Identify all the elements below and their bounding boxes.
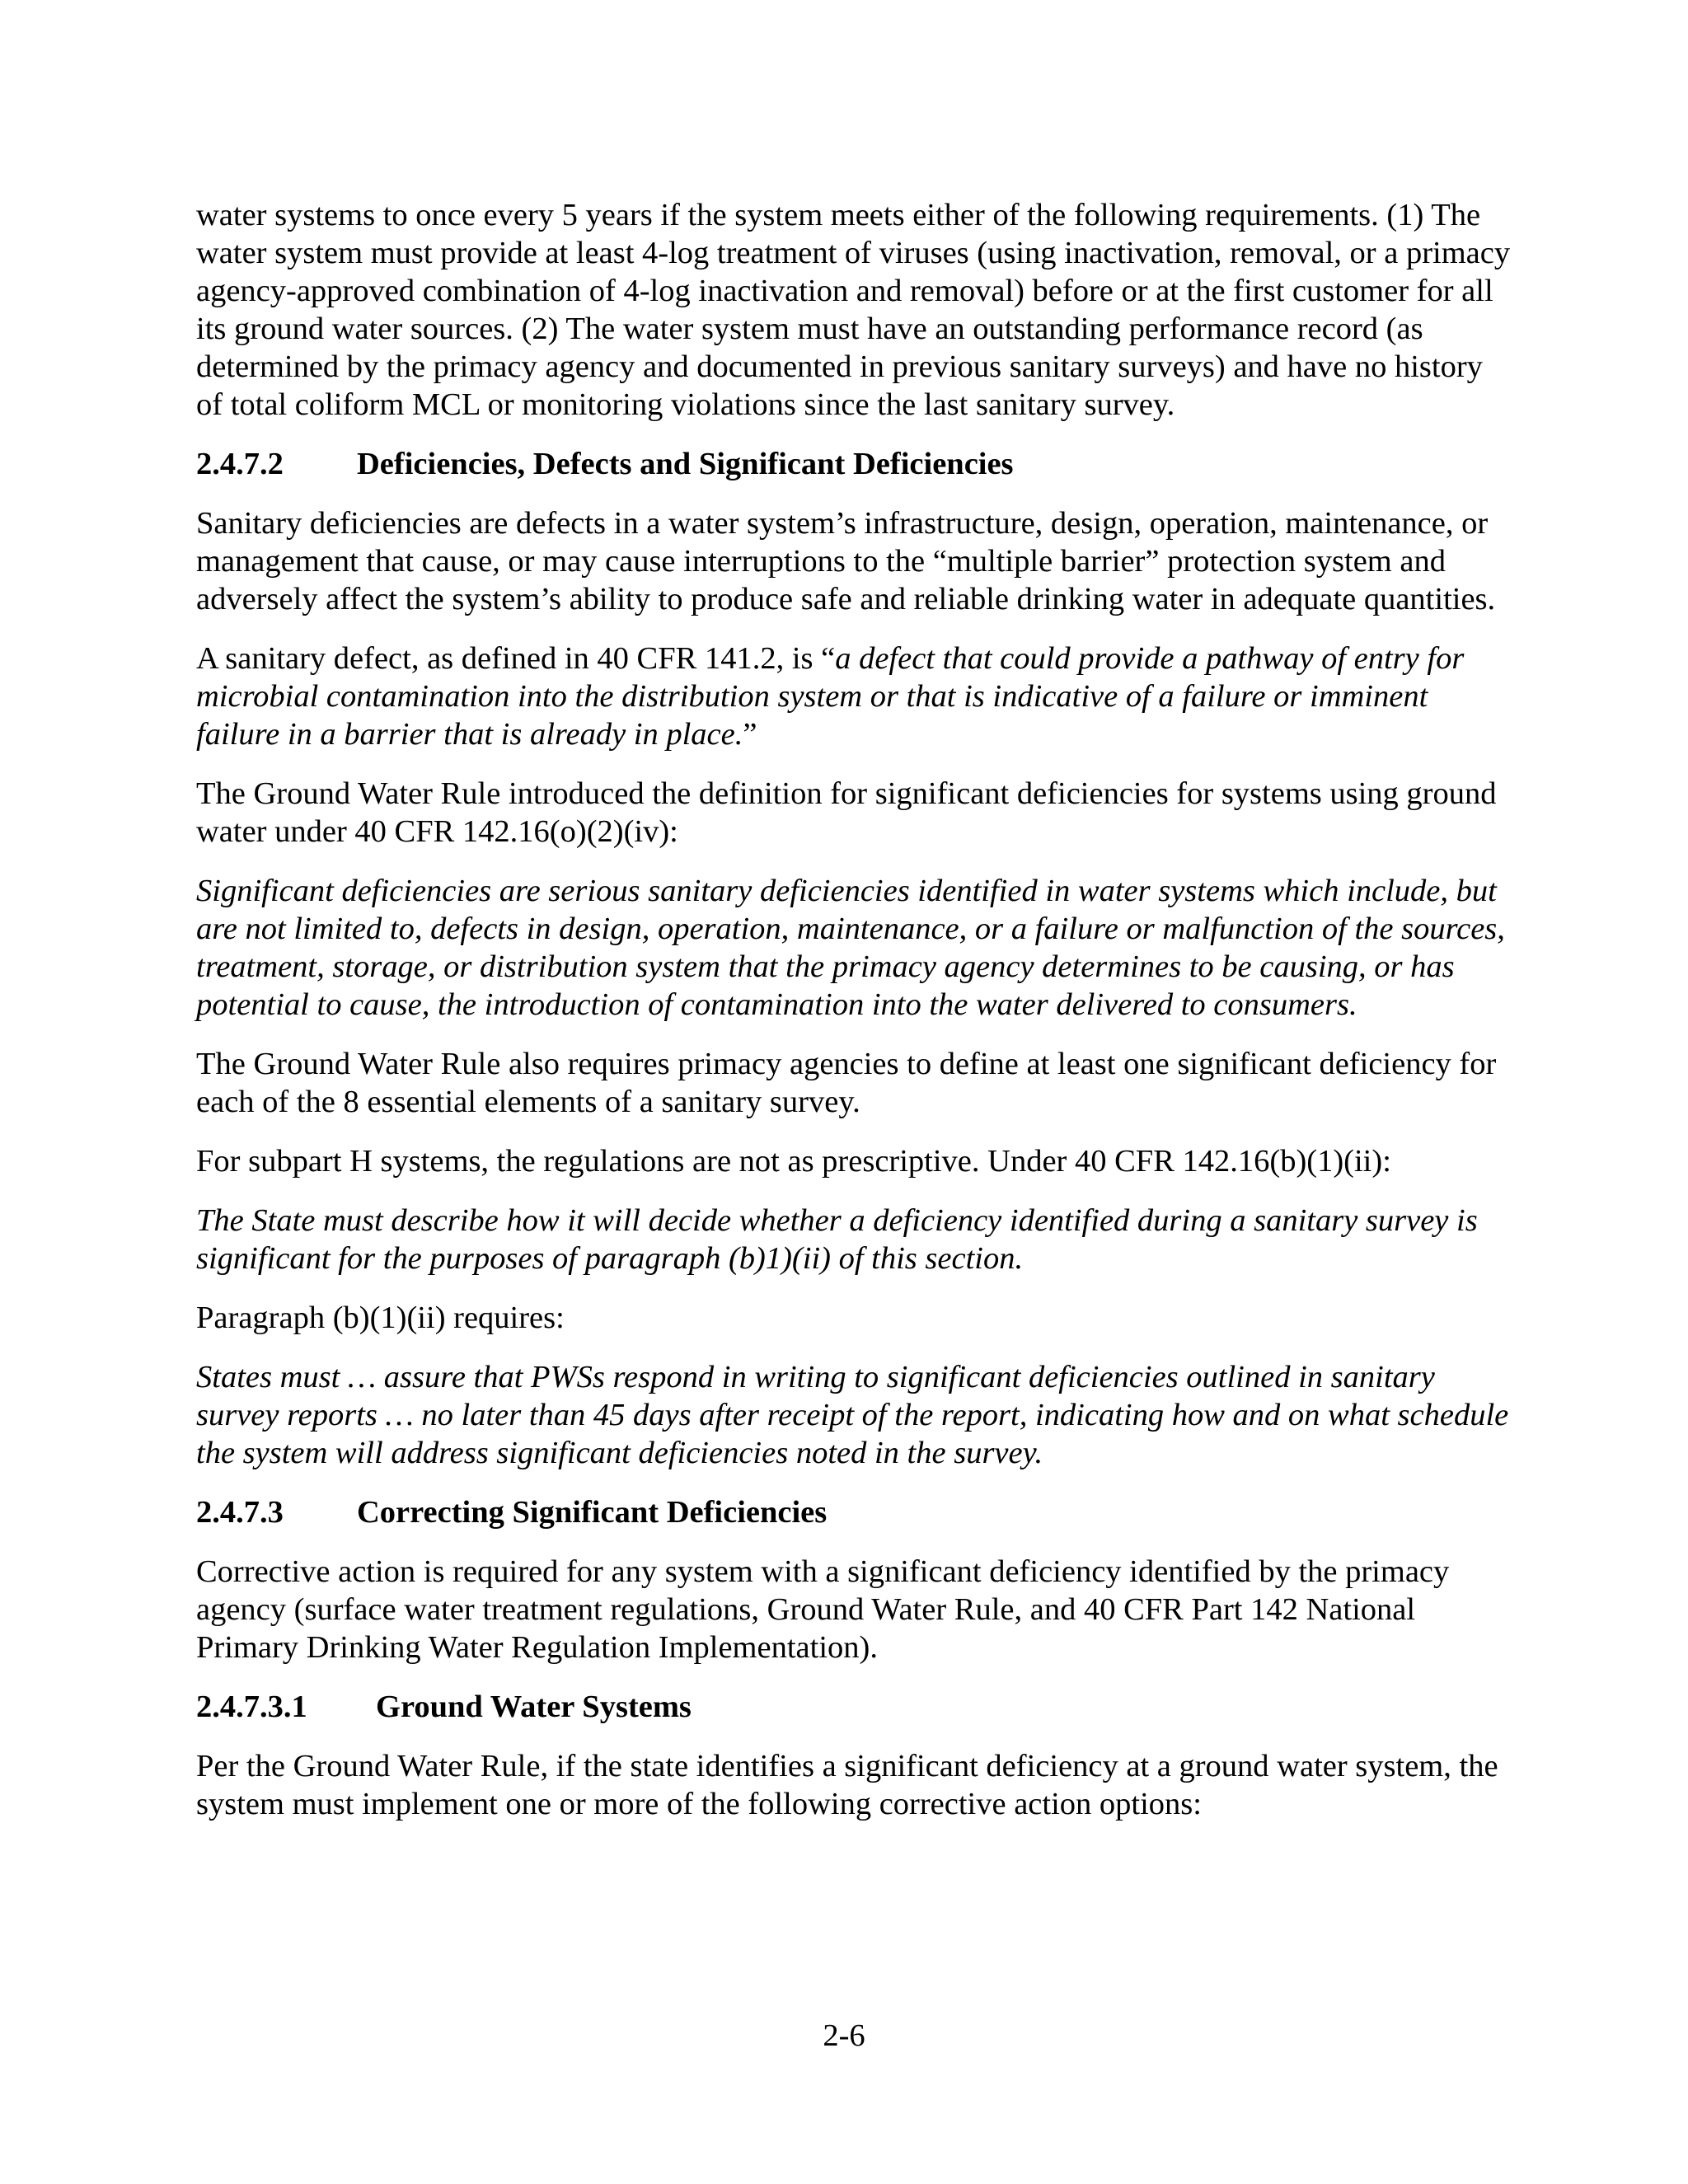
- paragraph-9: Per the Ground Water Rule, if the state identifies a significant deficiency at a ground water system, the system must implement one or more of the following corrective action options:: [196, 1749, 1498, 1821]
- quote-state-must-describe: The State must describe how it will decide whether a deficiency identified during a sanitary survey is significant for the purposes of paragraph (b)1)(ii) of this section.: [196, 1203, 1478, 1276]
- document-body: [196, 196, 1515, 1844]
- section-number: 2.4.7.3.1: [196, 1690, 307, 1724]
- paragraph-7: Paragraph (b)(1)(ii) requires:: [196, 1301, 565, 1335]
- paragraph-5: The Ground Water Rule also requires primacy agencies to define at least one significant deficiency for each of the 8 essential elements of a sanitary survey.: [196, 1047, 1497, 1119]
- section-title: Ground Water Systems: [376, 1690, 692, 1724]
- paragraph-4: The Ground Water Rule introduced the definition for significant deficiencies for systems using ground water under 40 CFR 142.16(o)(2)(iv):: [196, 776, 1497, 849]
- section-title: Correcting Significant Deficiencies: [357, 1495, 828, 1530]
- section-number: 2.4.7.2: [196, 447, 284, 481]
- paragraph-3-tail: ”: [743, 717, 757, 752]
- paragraph-6: For subpart H systems, the regulations are not as prescriptive. Under 40 CFR 142.16(b)(1)(ii):: [196, 1144, 1391, 1179]
- paragraph-8: Corrective action is required for any system with a significant deficiency identified by the primacy agency (surface water treatment regulations, Ground Water Rule, and 40 CFR Part 142 National Primary Drinking Water Regulation Implementation).: [196, 1554, 1450, 1665]
- section-title: Deficiencies, Defects and Significant Deficiencies: [357, 447, 1014, 481]
- paragraph-3-lead: A sanitary defect, as defined in 40 CFR 141.2, is “: [196, 641, 836, 676]
- quote-significant-deficiencies: Significant deficiencies are serious sanitary deficiencies identified in water systems which include, but are not limited to, defects in design, operation, maintenance, or a failure or malfunction of the sources, treatment, storage, or distribution system that the primacy agency determines to be causing, or has potential to cause, the introduction of contamination into the water delivered to consumers.: [196, 874, 1505, 1022]
- page-number: 2-6: [823, 2018, 865, 2053]
- quote-states-must-assure: States must … assure that PWSs respond in writing to significant deficiencies outlined in sanitary survey reports … no later than 45 days after receipt of the report, indicating how and on what schedule the system will address significant deficiencies noted in the survey.: [196, 1360, 1509, 1470]
- section-heading-2-4-7-3: [196, 1493, 1515, 1531]
- paragraph-1: water systems to once every 5 years if the system meets either of the following requirements. (1) The water system must provide at least 4-log treatment of viruses (using inactivation, removal, or a primacy agency-approved combination of 4-log inactivation and removal) before or at the first customer for all its ground water sources. (2) The water system must have an outstanding performance record (as determined by the primacy agency and documented in previous sanitary surveys) and have no history of total coliform MCL or monitoring violations since the last sanitary survey.: [196, 198, 1511, 422]
- paragraph-3-quote: a defect that could provide a pathway of entry for microbial contamination into the distribution system or that is indicative of a failure or imminent failure in a barrier that is already in place.: [196, 641, 1465, 752]
- section-heading-2-4-7-2: [196, 445, 1515, 483]
- paragraph-3: [196, 640, 1515, 753]
- section-heading-2-4-7-3-1: [196, 1688, 1515, 1726]
- section-number: 2.4.7.3: [196, 1495, 284, 1530]
- paragraph-2: Sanitary deficiencies are defects in a water system’s infrastructure, design, operation, maintenance, or management that cause, or may cause interruptions to the “multiple barrier” protection system and adversely affect the system’s ability to produce safe and reliable drinking water in adequate quantities.: [196, 506, 1496, 616]
